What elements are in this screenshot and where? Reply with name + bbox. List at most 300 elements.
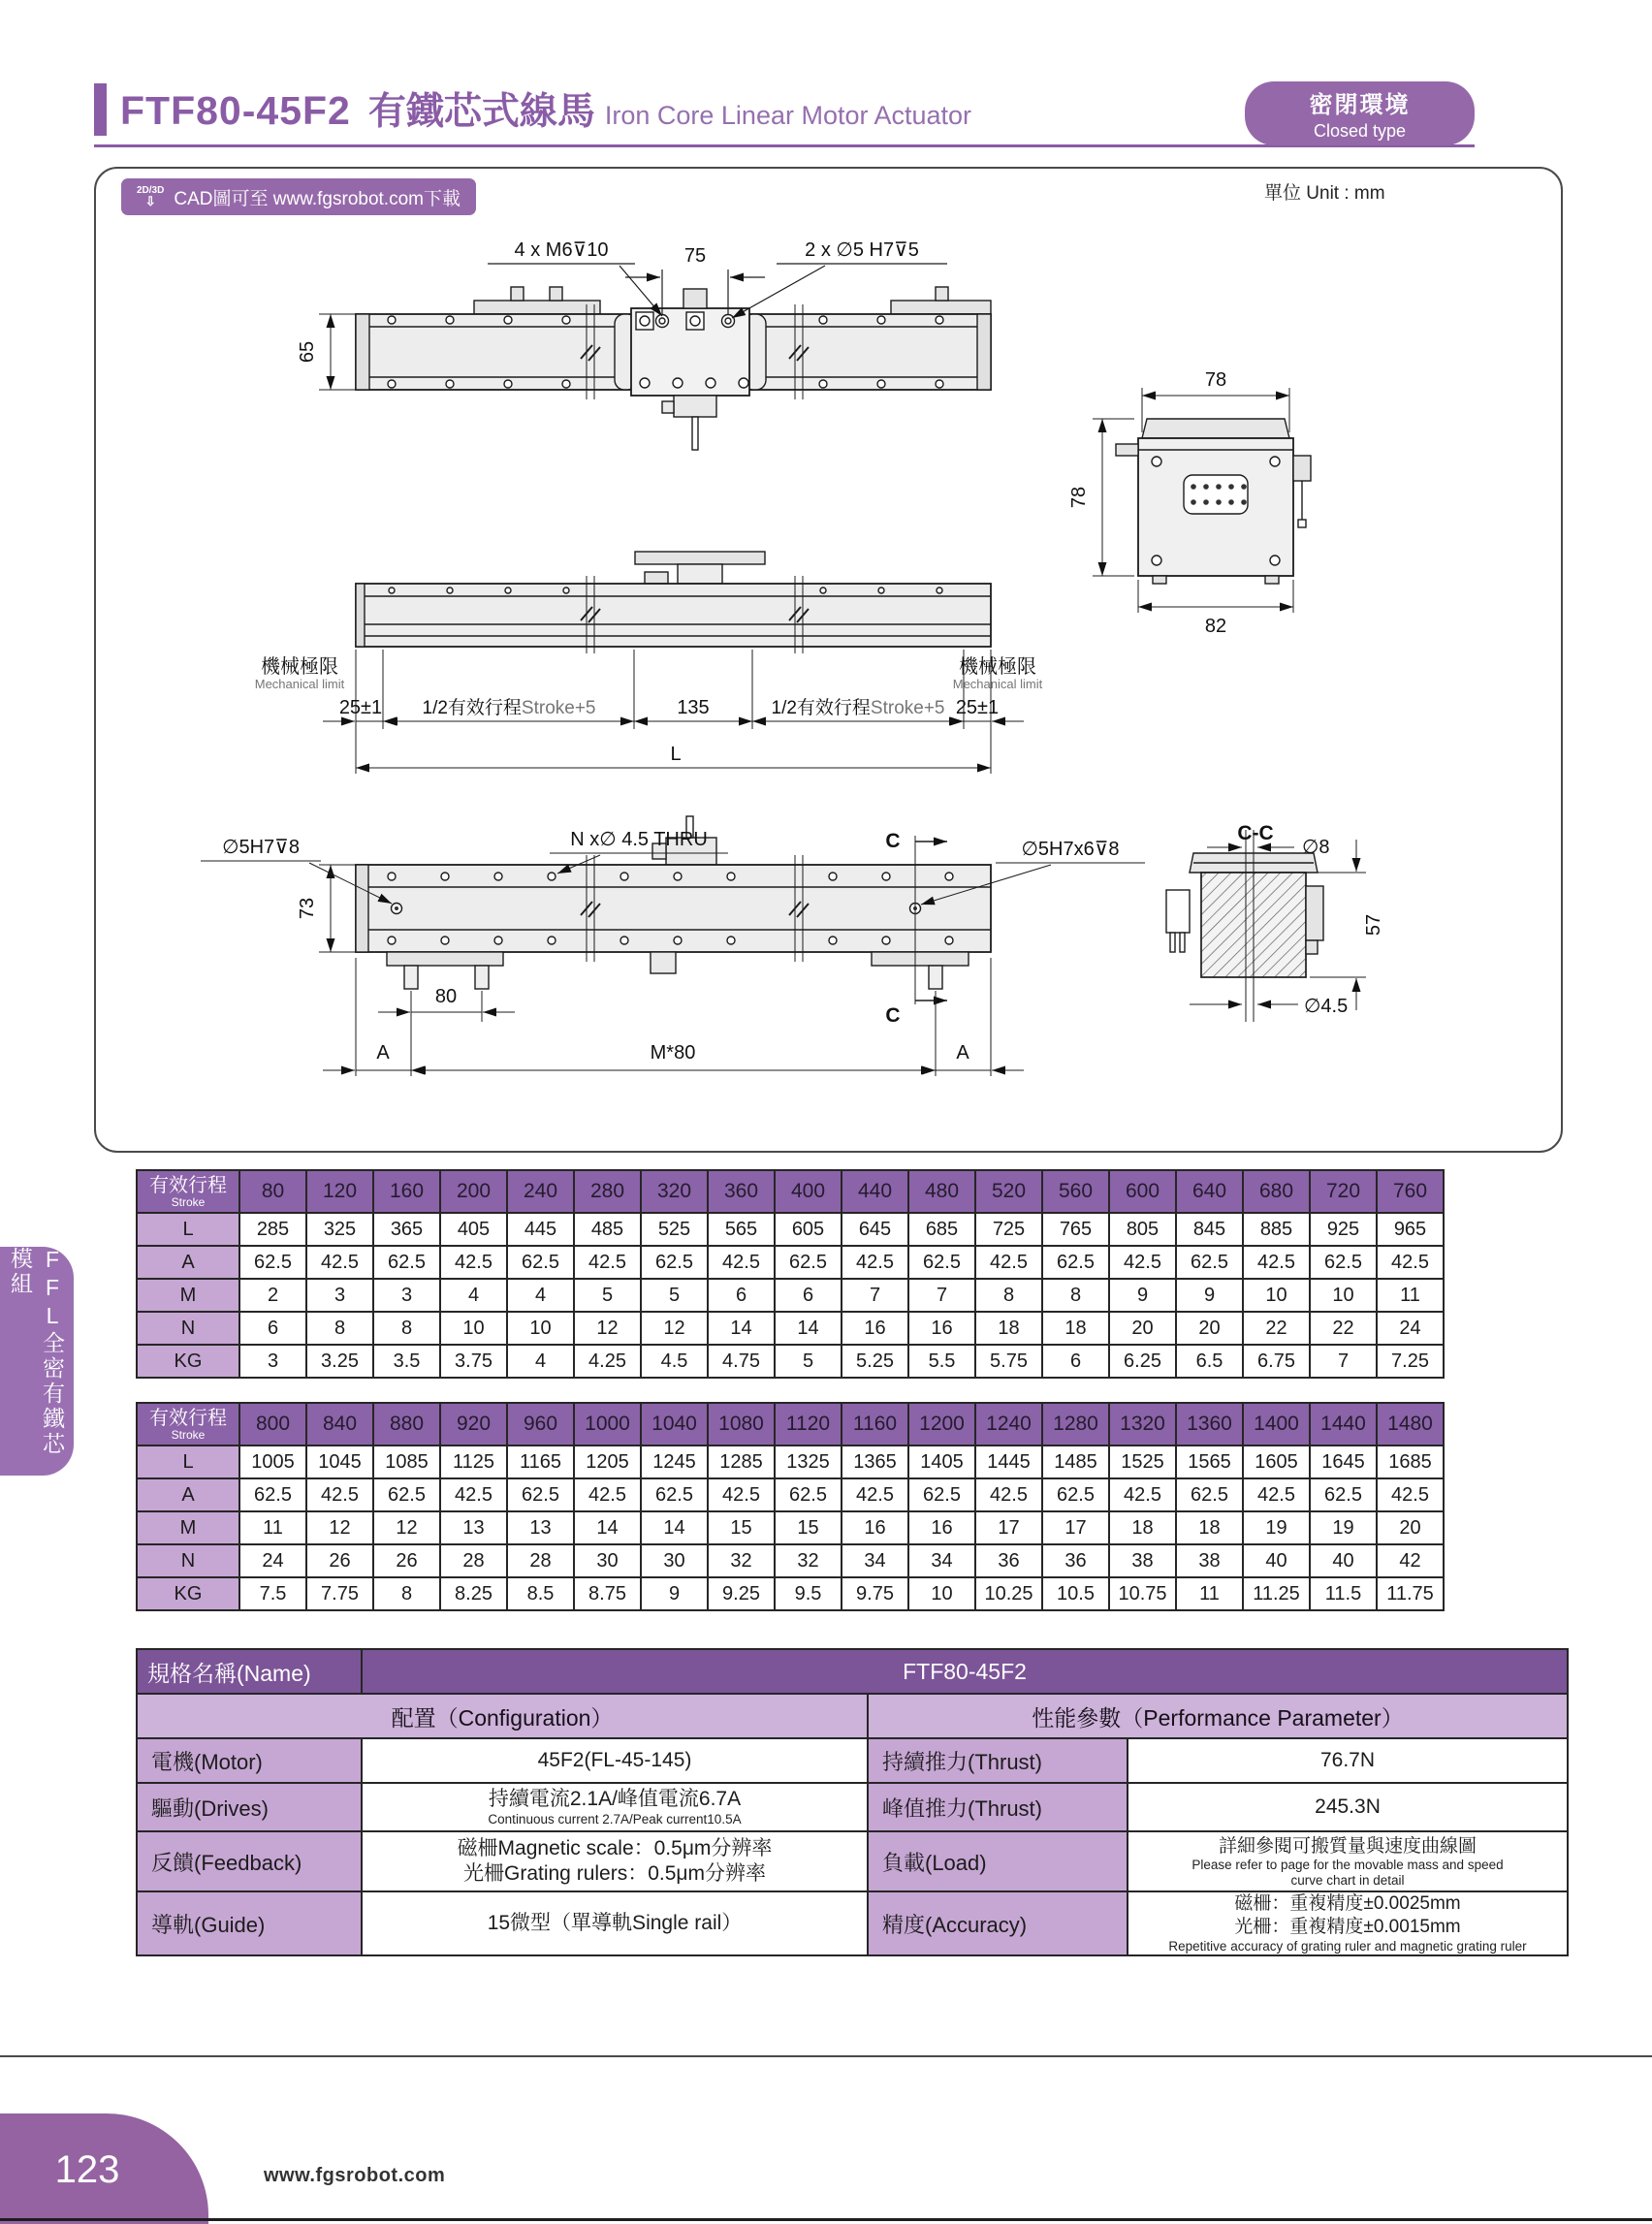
data-cell: 9.25 — [708, 1577, 775, 1610]
data-cell: 17 — [1042, 1511, 1109, 1544]
callout-dowel-bottom: ∅5H7⊽8 — [222, 837, 300, 858]
stroke-value-header: 1080 — [708, 1403, 775, 1446]
bottom-view — [201, 816, 1145, 1076]
data-cell: 1005 — [239, 1446, 306, 1478]
data-cell: 40 — [1310, 1544, 1377, 1577]
data-cell: 18 — [1042, 1312, 1109, 1345]
stroke-value-header: 1400 — [1243, 1403, 1310, 1446]
data-cell: 13 — [440, 1511, 507, 1544]
mech-limit-right-zh: 機械極限 — [959, 656, 1036, 678]
data-cell: 3 — [239, 1345, 306, 1378]
mech-limit-left-zh: 機械極限 — [261, 656, 338, 678]
data-cell: 6 — [1042, 1345, 1109, 1378]
data-cell: 685 — [908, 1213, 975, 1246]
data-cell: 7.5 — [239, 1577, 306, 1610]
stroke-value-header: 1160 — [842, 1403, 908, 1446]
data-cell: 11.5 — [1310, 1577, 1377, 1610]
row-label: L — [137, 1446, 239, 1478]
footer-divider — [0, 2055, 1652, 2057]
data-cell: 42.5 — [306, 1478, 373, 1511]
data-cell: 1205 — [574, 1446, 641, 1478]
dim-A-right: A — [956, 1042, 969, 1064]
spec-perf-header: 性能參數（Performance Parameter） — [868, 1694, 1568, 1738]
cad-badge-label: CAD圖可至 www.fgsrobot.com下載 — [174, 188, 461, 209]
actuator-drawing — [96, 169, 1557, 1147]
stroke-value-header: 240 — [507, 1170, 574, 1213]
half-stroke-right: 1/2有效行程Stroke+5 — [771, 698, 945, 718]
data-cell: 885 — [1243, 1213, 1310, 1246]
data-cell: 32 — [708, 1544, 775, 1577]
title-chinese: 有鐵芯式線馬 — [367, 91, 595, 133]
dim-d8: ∅8 — [1302, 837, 1330, 858]
data-cell: 1605 — [1243, 1446, 1310, 1478]
data-cell: 62.5 — [507, 1478, 574, 1511]
thrust-cont-label: 持續推力(Thrust) — [868, 1738, 1128, 1783]
data-cell: 62.5 — [1176, 1478, 1243, 1511]
badge-english: Closed type — [1313, 121, 1407, 141]
data-cell: 12 — [373, 1511, 440, 1544]
data-cell: 30 — [641, 1544, 708, 1577]
stroke-header-zh: 有效行程 — [149, 1175, 227, 1196]
thrust-peak-label: 峰值推力(Thrust) — [868, 1783, 1128, 1831]
data-cell: 20 — [1109, 1312, 1176, 1345]
data-cell: 725 — [975, 1213, 1042, 1246]
data-cell: 7.75 — [306, 1577, 373, 1610]
mech-limit-right-val: 25±1 — [955, 697, 1000, 718]
data-cell: 62.5 — [775, 1246, 842, 1279]
data-cell: 1485 — [1042, 1446, 1109, 1478]
title-accent-bar — [94, 83, 107, 136]
stroke-value-header: 1040 — [641, 1403, 708, 1446]
data-cell: 8.5 — [507, 1577, 574, 1610]
feedback-label: 反饋(Feedback) — [137, 1831, 362, 1891]
dim-75: 75 — [683, 245, 707, 267]
stroke-value-header: 80 — [239, 1170, 306, 1213]
series-side-tab-label: FFL全密有鐵芯模組 — [8, 1247, 65, 1457]
data-cell: 11 — [1176, 1577, 1243, 1610]
data-cell: 15 — [708, 1511, 775, 1544]
stroke-value-header: 880 — [373, 1403, 440, 1446]
stroke-value-header: 960 — [507, 1403, 574, 1446]
data-cell: 10 — [908, 1577, 975, 1610]
data-cell: 6.75 — [1243, 1345, 1310, 1378]
motor-value: 45F2(FL-45-145) — [362, 1738, 868, 1783]
data-cell: 805 — [1109, 1213, 1176, 1246]
data-cell: 42.5 — [306, 1246, 373, 1279]
data-cell: 42.5 — [1377, 1246, 1444, 1279]
data-cell: 22 — [1310, 1312, 1377, 1345]
row-label: M — [137, 1511, 239, 1544]
stroke-value-header: 1360 — [1176, 1403, 1243, 1446]
data-cell: 8.75 — [574, 1577, 641, 1610]
thrust-cont-value: 76.7N — [1128, 1738, 1568, 1783]
data-cell: 7 — [908, 1279, 975, 1312]
section-c-bottom: C — [885, 1004, 901, 1027]
data-cell: 605 — [775, 1213, 842, 1246]
spec-name-value: FTF80-45F2 — [362, 1649, 1568, 1694]
stroke-value-header: 120 — [306, 1170, 373, 1213]
data-cell: 1525 — [1109, 1446, 1176, 1478]
data-cell: 30 — [574, 1544, 641, 1577]
callout-dowel-top: 2 x ∅5 H7⊽5 — [805, 239, 919, 261]
data-cell: 38 — [1109, 1544, 1176, 1577]
data-cell: 3.75 — [440, 1345, 507, 1378]
data-cell: 10 — [440, 1312, 507, 1345]
unit-note: 單位 Unit : mm — [1264, 183, 1385, 204]
data-cell: 42.5 — [440, 1246, 507, 1279]
data-cell: 42.5 — [975, 1246, 1042, 1279]
data-cell: 36 — [975, 1544, 1042, 1577]
data-cell: 10 — [1310, 1279, 1377, 1312]
data-cell: 965 — [1377, 1213, 1444, 1246]
spec-table — [136, 1648, 1569, 1956]
mech-limit-right-en: Mechanical limit — [952, 677, 1043, 691]
data-cell: 9 — [641, 1577, 708, 1610]
data-cell: 5 — [574, 1279, 641, 1312]
stroke-value-header: 440 — [842, 1170, 908, 1213]
data-cell: 765 — [1042, 1213, 1109, 1246]
dim-d45: ∅4.5 — [1304, 996, 1349, 1017]
dim-73: 73 — [297, 897, 318, 920]
dim-65: 65 — [297, 340, 318, 364]
data-cell: 1285 — [708, 1446, 775, 1478]
spec-config-header: 配置（Configuration） — [137, 1694, 868, 1738]
series-side-tab — [0, 1247, 74, 1476]
data-cell: 3 — [306, 1279, 373, 1312]
stroke-value-header: 200 — [440, 1170, 507, 1213]
data-cell: 16 — [842, 1511, 908, 1544]
cad-download-badge[interactable] — [121, 178, 476, 215]
stroke-header-corner — [137, 1170, 239, 1213]
data-cell: 1245 — [641, 1446, 708, 1478]
stroke-value-header: 1480 — [1377, 1403, 1444, 1446]
data-cell: 20 — [1377, 1511, 1444, 1544]
data-cell: 62.5 — [507, 1246, 574, 1279]
data-cell: 20 — [1176, 1312, 1243, 1345]
stroke-value-header: 1240 — [975, 1403, 1042, 1446]
data-cell: 14 — [708, 1312, 775, 1345]
data-cell: 62.5 — [239, 1478, 306, 1511]
data-cell: 16 — [908, 1511, 975, 1544]
data-cell: 9.5 — [775, 1577, 842, 1610]
data-cell: 42.5 — [574, 1246, 641, 1279]
data-cell: 4 — [507, 1279, 574, 1312]
dim-80: 80 — [434, 986, 458, 1007]
callout-dowel-c: ∅5H7x6⊽8 — [1021, 839, 1120, 860]
section-view-cc — [1166, 830, 1366, 1022]
stroke-table-1 — [136, 1169, 1445, 1379]
data-cell: 36 — [1042, 1544, 1109, 1577]
data-cell: 34 — [908, 1544, 975, 1577]
model-number: FTF80-45F2 — [120, 88, 351, 133]
drives-value: 持續電流2.1A/峰值電流6.7A Continuous current 2.7A/Peak current10.5A — [362, 1783, 868, 1831]
stroke-value-header: 1120 — [775, 1403, 842, 1446]
data-cell: 42.5 — [440, 1478, 507, 1511]
row-label: A — [137, 1478, 239, 1511]
data-cell: 3.5 — [373, 1345, 440, 1378]
stroke-value-header: 400 — [775, 1170, 842, 1213]
accuracy-label: 精度(Accuracy) — [868, 1891, 1128, 1955]
data-cell: 18 — [975, 1312, 1042, 1345]
data-cell: 32 — [775, 1544, 842, 1577]
data-cell: 42.5 — [842, 1246, 908, 1279]
stroke-value-header: 480 — [908, 1170, 975, 1213]
dim-57: 57 — [1363, 913, 1384, 937]
stroke-header-corner — [137, 1403, 239, 1446]
data-cell: 11.25 — [1243, 1577, 1310, 1610]
dim-78-top: 78 — [1204, 369, 1227, 391]
data-cell: 22 — [1243, 1312, 1310, 1345]
data-cell: 62.5 — [373, 1478, 440, 1511]
stroke-value-header: 600 — [1109, 1170, 1176, 1213]
stroke-value-header: 1440 — [1310, 1403, 1377, 1446]
data-cell: 845 — [1176, 1213, 1243, 1246]
data-cell: 8 — [1042, 1279, 1109, 1312]
dim-L: L — [670, 744, 682, 765]
half-stroke-left: 1/2有效行程Stroke+5 — [422, 698, 596, 718]
row-label: M — [137, 1279, 239, 1312]
stroke-header-en: Stroke — [171, 1428, 206, 1442]
row-label: KG — [137, 1345, 239, 1378]
data-cell: 42.5 — [708, 1246, 775, 1279]
data-cell: 4.25 — [574, 1345, 641, 1378]
data-cell: 4.75 — [708, 1345, 775, 1378]
data-cell: 42.5 — [1377, 1478, 1444, 1511]
data-cell: 38 — [1176, 1544, 1243, 1577]
data-cell: 8 — [306, 1312, 373, 1345]
data-cell: 42.5 — [1243, 1478, 1310, 1511]
data-cell: 6 — [708, 1279, 775, 1312]
section-c-top: C — [885, 830, 901, 852]
data-cell: 285 — [239, 1213, 306, 1246]
footer-website: www.fgsrobot.com — [264, 2165, 446, 2186]
data-cell: 8.25 — [440, 1577, 507, 1610]
data-cell: 18 — [1109, 1511, 1176, 1544]
data-cell: 6.25 — [1109, 1345, 1176, 1378]
data-cell: 8 — [975, 1279, 1042, 1312]
stroke-value-header: 720 — [1310, 1170, 1377, 1213]
data-cell: 28 — [507, 1544, 574, 1577]
callout-thru-holes: N x∅ 4.5 THRU — [570, 829, 708, 850]
stroke-value-header: 840 — [306, 1403, 373, 1446]
row-label: KG — [137, 1577, 239, 1610]
data-cell: 62.5 — [775, 1478, 842, 1511]
data-cell: 6.5 — [1176, 1345, 1243, 1378]
data-cell: 1565 — [1176, 1446, 1243, 1478]
data-cell: 10.25 — [975, 1577, 1042, 1610]
data-cell: 24 — [239, 1544, 306, 1577]
data-cell: 12 — [306, 1511, 373, 1544]
data-cell: 62.5 — [1042, 1246, 1109, 1279]
stroke-value-header: 1280 — [1042, 1403, 1109, 1446]
page-title — [120, 81, 971, 136]
dim-M80: M*80 — [650, 1042, 696, 1064]
top-view — [319, 264, 991, 450]
data-cell: 12 — [641, 1312, 708, 1345]
data-cell: 16 — [842, 1312, 908, 1345]
data-cell: 10 — [507, 1312, 574, 1345]
data-cell: 3 — [373, 1279, 440, 1312]
data-cell: 9 — [1109, 1279, 1176, 1312]
data-cell: 405 — [440, 1213, 507, 1246]
feedback-value: 磁柵Magnetic scale：0.5μm分辨率 光柵Grating rulers：0.5μm分辨率 — [362, 1831, 868, 1891]
data-cell: 14 — [574, 1511, 641, 1544]
data-cell: 19 — [1243, 1511, 1310, 1544]
stroke-value-header: 160 — [373, 1170, 440, 1213]
stroke-value-header: 640 — [1176, 1170, 1243, 1213]
data-cell: 10.5 — [1042, 1577, 1109, 1610]
data-cell: 42.5 — [1109, 1246, 1176, 1279]
technical-drawing-panel — [94, 167, 1563, 1153]
download-icon: 2D/3D ⇩ — [137, 185, 165, 208]
data-cell: 485 — [574, 1213, 641, 1246]
spec-name-label: 規格名稱(Name) — [137, 1649, 362, 1694]
data-cell: 9 — [1176, 1279, 1243, 1312]
data-cell: 4 — [507, 1345, 574, 1378]
data-cell: 11 — [239, 1511, 306, 1544]
data-cell: 1645 — [1310, 1446, 1377, 1478]
badge-chinese: 密閉環境 — [1309, 92, 1411, 118]
data-cell: 5.25 — [842, 1345, 908, 1378]
data-cell: 62.5 — [641, 1478, 708, 1511]
data-cell: 365 — [373, 1213, 440, 1246]
data-cell: 62.5 — [641, 1246, 708, 1279]
data-cell: 42.5 — [708, 1478, 775, 1511]
data-cell: 42 — [1377, 1544, 1444, 1577]
data-cell: 645 — [842, 1213, 908, 1246]
drives-label: 驅動(Drives) — [137, 1783, 362, 1831]
data-cell: 11.75 — [1377, 1577, 1444, 1610]
dim-82: 82 — [1204, 616, 1227, 637]
data-cell: 8 — [373, 1577, 440, 1610]
stroke-table-2 — [136, 1402, 1445, 1611]
data-cell: 1045 — [306, 1446, 373, 1478]
data-cell: 1445 — [975, 1446, 1042, 1478]
stroke-value-header: 360 — [708, 1170, 775, 1213]
data-cell: 42.5 — [842, 1478, 908, 1511]
data-cell: 1405 — [908, 1446, 975, 1478]
data-cell: 5 — [641, 1279, 708, 1312]
stroke-value-header: 320 — [641, 1170, 708, 1213]
end-view — [1093, 388, 1311, 613]
guide-label: 導軌(Guide) — [137, 1891, 362, 1955]
data-cell: 4 — [440, 1279, 507, 1312]
dim-135: 135 — [677, 697, 710, 718]
data-cell: 42.5 — [1243, 1246, 1310, 1279]
data-cell: 28 — [440, 1544, 507, 1577]
data-cell: 5 — [775, 1345, 842, 1378]
data-cell: 7.25 — [1377, 1345, 1444, 1378]
data-cell: 62.5 — [1176, 1246, 1243, 1279]
row-label: N — [137, 1544, 239, 1577]
data-cell: 10 — [1243, 1279, 1310, 1312]
data-cell: 1085 — [373, 1446, 440, 1478]
data-cell: 7 — [842, 1279, 908, 1312]
data-cell: 5.75 — [975, 1345, 1042, 1378]
data-cell: 42.5 — [1109, 1478, 1176, 1511]
data-cell: 6 — [775, 1279, 842, 1312]
data-cell: 5.5 — [908, 1345, 975, 1378]
data-cell: 1685 — [1377, 1446, 1444, 1478]
data-cell: 18 — [1176, 1511, 1243, 1544]
stroke-value-header: 1320 — [1109, 1403, 1176, 1446]
section-cc-title: C-C — [1237, 822, 1274, 844]
stroke-value-header: 520 — [975, 1170, 1042, 1213]
data-cell: 3.25 — [306, 1345, 373, 1378]
data-cell: 24 — [1377, 1312, 1444, 1345]
data-cell: 10.75 — [1109, 1577, 1176, 1610]
data-cell: 925 — [1310, 1213, 1377, 1246]
motor-label: 電機(Motor) — [137, 1738, 362, 1783]
data-cell: 42.5 — [975, 1478, 1042, 1511]
stroke-value-header: 800 — [239, 1403, 306, 1446]
stroke-value-header: 280 — [574, 1170, 641, 1213]
data-cell: 62.5 — [908, 1478, 975, 1511]
data-cell: 14 — [775, 1312, 842, 1345]
title-english: Iron Core Linear Motor Actuator — [604, 101, 972, 130]
data-cell: 34 — [842, 1544, 908, 1577]
side-view — [323, 552, 1024, 774]
page-number: 123 — [54, 2148, 120, 2191]
mech-limit-left-val: 25±1 — [338, 697, 383, 718]
data-cell: 1325 — [775, 1446, 842, 1478]
data-cell: 62.5 — [1310, 1478, 1377, 1511]
data-cell: 62.5 — [908, 1246, 975, 1279]
data-cell: 42.5 — [574, 1478, 641, 1511]
data-cell: 525 — [641, 1213, 708, 1246]
guide-value: 15微型（單導軌Single rail） — [362, 1891, 868, 1955]
data-cell: 26 — [373, 1544, 440, 1577]
data-cell: 2 — [239, 1279, 306, 1312]
data-cell: 8 — [373, 1312, 440, 1345]
stroke-value-header: 1000 — [574, 1403, 641, 1446]
data-cell: 325 — [306, 1213, 373, 1246]
data-cell: 13 — [507, 1511, 574, 1544]
data-cell: 6 — [239, 1312, 306, 1345]
data-cell: 17 — [975, 1511, 1042, 1544]
stroke-header-zh: 有效行程 — [149, 1408, 227, 1429]
stroke-header-en: Stroke — [171, 1195, 206, 1209]
data-cell: 16 — [908, 1312, 975, 1345]
callout-m6: 4 x M6⊽10 — [514, 239, 609, 261]
data-cell: 26 — [306, 1544, 373, 1577]
dim-A-left: A — [376, 1042, 390, 1064]
data-cell: 7 — [1310, 1345, 1377, 1378]
data-cell: 1165 — [507, 1446, 574, 1478]
stroke-value-header: 920 — [440, 1403, 507, 1446]
closed-type-badge — [1245, 81, 1475, 145]
data-cell: 445 — [507, 1213, 574, 1246]
data-cell: 1365 — [842, 1446, 908, 1478]
data-cell: 62.5 — [373, 1246, 440, 1279]
data-cell: 1125 — [440, 1446, 507, 1478]
stroke-value-header: 760 — [1377, 1170, 1444, 1213]
data-cell: 19 — [1310, 1511, 1377, 1544]
stroke-value-header: 1200 — [908, 1403, 975, 1446]
load-label: 負載(Load) — [868, 1831, 1128, 1891]
mech-limit-left-en: Mechanical limit — [254, 677, 345, 691]
data-cell: 62.5 — [1042, 1478, 1109, 1511]
data-cell: 14 — [641, 1511, 708, 1544]
data-cell: 565 — [708, 1213, 775, 1246]
data-cell: 62.5 — [1310, 1246, 1377, 1279]
page-bottom-rule — [0, 2218, 1652, 2221]
data-cell: 12 — [574, 1312, 641, 1345]
row-label: A — [137, 1246, 239, 1279]
data-cell: 40 — [1243, 1544, 1310, 1577]
thrust-peak-value: 245.3N — [1128, 1783, 1568, 1831]
stroke-value-header: 680 — [1243, 1170, 1310, 1213]
